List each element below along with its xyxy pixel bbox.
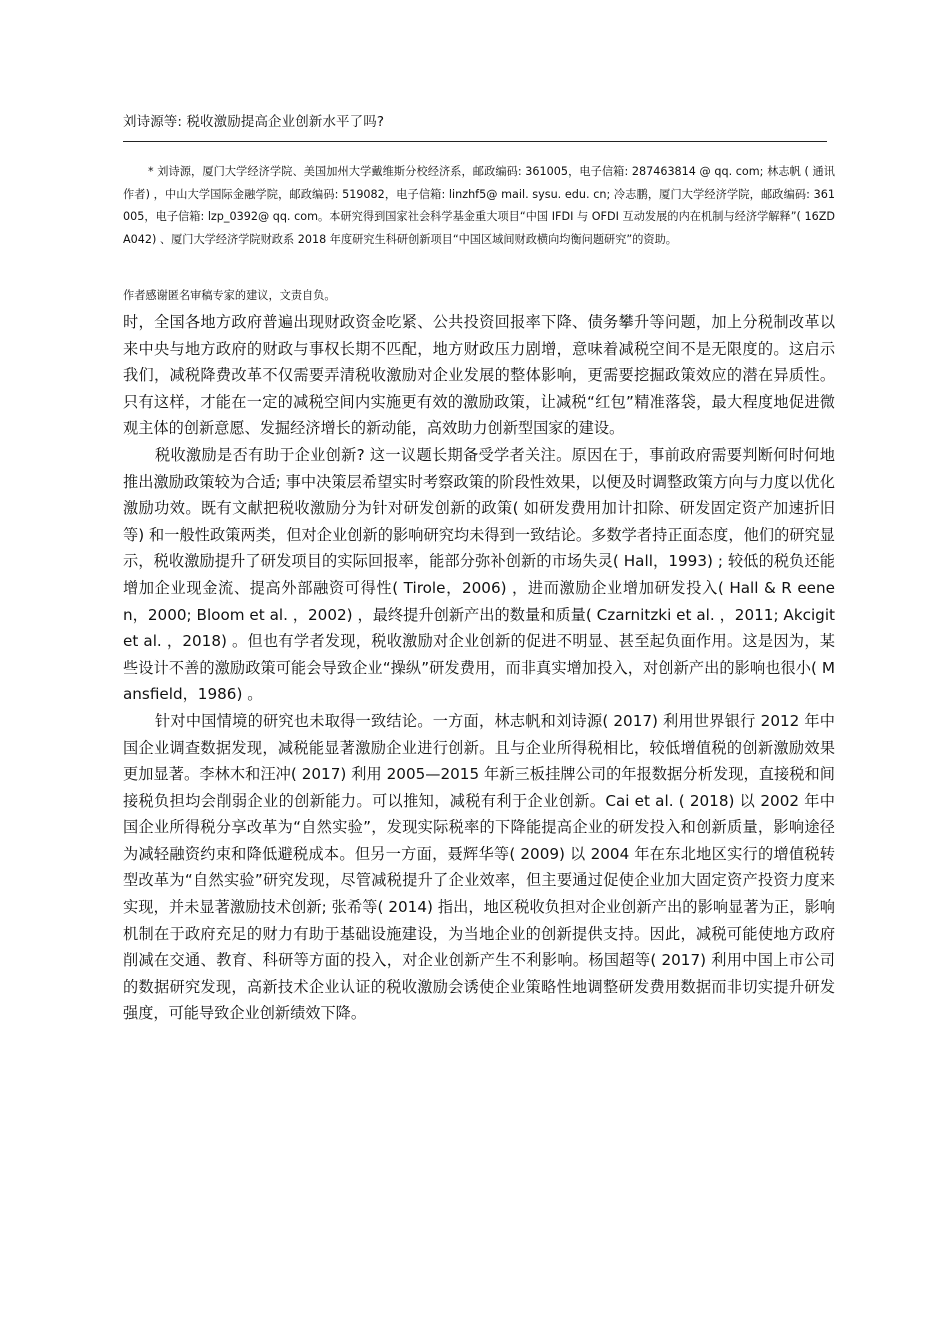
paragraph-3: 针对中国情境的研究也未取得一致结论。一方面，林志帆和刘诗源( 2017) 利用世界银行 2012 年中国企业调查数据发现，减税能显著激励企业进行创新。且与企业所得税相比，较低增值税的创新激励效果更加显著。李林木和汪冲( 2017) 利用 2005—2015 年新三板挂牌公司的年报数据分析发现，直接税和间接税负担均会削弱企业的创新能力。可以推知，减税有利于企业创新。Cai et al. ( 2018) 以 2002 年中国企业所得税分享改革为“自然实验”，发现实际税率的下降能提高企业的研发投入和创新质量，影响途径为减轻融资约束和降低避税成本。但另一方面，聂辉华等( 2009) 以 2004 年在东北地区实行的增值税转型改革为“自然实验”研究发现，尽管减税提升了企业效率，但主要通过促使企业加大固定资产投资力度来实现，并未显著激励技术创新; 张希等( 2014) 指出，地区税收负担对企业创新产出的影响显著为正，影响机制在于政府充足的财力有助于基础设施建设，为当地企业的创新提供支持。因此，减税可能使地方政府削减在交通、教育、科研等方面的投入，对企业创新产生不利影响。杨国超等( 2017) 利用中国上市公司的数据研究发现，高新技术企业认证的税收激励会诱使企业策略性地调整研发费用数据而非切实提升研发强度，可能导致企业创新绩效下降。 (123, 711, 835, 1023)
header-rule (123, 141, 827, 142)
acknowledgement: 作者感谢匿名审稿专家的建议，文责自负。 (123, 289, 336, 302)
paragraph-1: 时，全国各地方政府普遍出现财政资金吃紧、公共投资回报率下降、债务攀升等问题，加上分税制改革以来中央与地方政府的财政与事权长期不匹配，地方财政压力剧增，意味着减税空间不是无限度的。这启示我们，减税降费改革不仅需要弄清税收激励对企业发展的整体影响，更需要挖掘政策效应的潜在异质性。只有这样，才能在一定的减税空间内实施更有效的激励政策，让减税“红包”精准落袋，最大程度地促进微观主体的创新意愿、发掘经济增长的新动能，高效助力创新型国家的建设。 (123, 313, 835, 438)
running-header: 刘诗源等: 税收激励提高企业创新水平了吗? (123, 114, 385, 130)
paragraph-2: 税收激励是否有助于企业创新? 这一议题长期备受学者关注。原因在于，事前政府需要判断何时何地推出激励政策较为合适; 事中决策层希望实时考察政策的阶段性效果，以便及时调整政策方向与力度以优化激励功效。既有文献把税收激励分为针对研发创新的政策( 如研发费用加计扣除、研发固定资产加速折旧等) 和一般性政策两类，但对企业创新的影响研究均未得到一致结论。多数学者持正面态度，他们的研究显示，税收激励提升了研发项目的实际回报率，能部分弥补创新的市场失灵( Hall，1993) ; 较低的税负还能增加企业现金流、提高外部融资可得性( Tirole，2006) ，进而激励企业增加研发投入( Hall & R eenen，2000; Bloom et al. ，2002) ，最终提升创新产出的数量和质量( Czarnitzki et al. ，2011; Akcigit et al. ，2018) 。但也有学者发现，税收激励对企业创新的促进不明显、甚至起负面作用。这是因为，某些设计不善的激励政策可能会导致企业“操纵”研发费用，而非真实增加投入，对创新产出的影响也很小( Mansfield，1986) 。 (123, 445, 835, 704)
body-text (123, 309, 835, 1027)
author-footnote: * 刘诗源，厦门大学经济学院、美国加州大学戴维斯分校经济系，邮政编码: 361005，电子信箱: 287463814 @ qq. com; 林志帆 ( 通讯作者) ，中山大学国际金融学院，邮政编码: 519082，电子信箱: linzhf5@ mail. sysu. edu. cn; 冷志鹏，厦门大学经济学院，邮政编码: 361005，电子信箱: lzp_0392@ qq. com。本研究得到国家社会科学基金重大项目“中国 IFDI 与 OFDI 互动发展的内在机制与经济学解释”( 16ZDA042) 、厦门大学经济学院财政系 2018 年度研究生科研创新项目“中国区域间财政横向均衡问题研究”的资助。 (123, 165, 835, 246)
